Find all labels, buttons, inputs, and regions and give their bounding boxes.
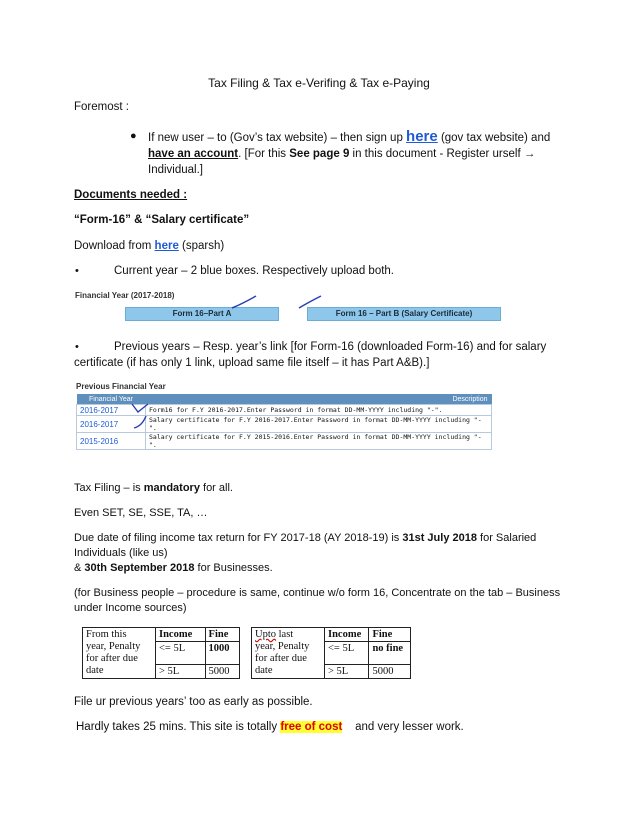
due-line3-pre: & bbox=[74, 562, 85, 574]
description-cell: Salary certificate for F.Y 2016-2017.Enter Password in format DD-MM-YYYY including "-". bbox=[146, 416, 492, 433]
sparsh-link[interactable]: here bbox=[154, 240, 179, 252]
due-date-line1 bbox=[74, 532, 536, 544]
col-header-income: Income bbox=[325, 628, 369, 642]
bullet-dot-icon: • bbox=[75, 265, 79, 277]
label-line: for after due bbox=[86, 653, 138, 664]
financial-year-label: Financial Year (2017-2018) bbox=[75, 291, 175, 300]
checkmark-icon bbox=[297, 294, 327, 312]
business-line1: (for Business people – procedure is same, continue w/o form 16, Concentrate on the tab – Business bbox=[74, 587, 561, 599]
penalty-table-last-year bbox=[251, 627, 411, 679]
see-page-9-text: See page 9 bbox=[289, 148, 350, 160]
bullet-dot-icon: ● bbox=[130, 130, 137, 142]
description-cell: Salary certificate for F.Y 2015-2016.Enter Password in format DD-MM-YYYY including "-". bbox=[146, 433, 492, 450]
label-line: for after due bbox=[255, 653, 307, 664]
checkmark-icon bbox=[230, 294, 260, 314]
bullet-new-user-line3: Individual.] bbox=[148, 164, 203, 176]
due-line1-pre: Due date of filing income tax return for FY 2017-18 (AY 2018-19) is bbox=[74, 532, 403, 544]
bullet-dot-icon: • bbox=[75, 341, 79, 353]
previous-years-line2: certificate (if has only 1 link, upload same file itself – it has Part A&B).] bbox=[74, 357, 430, 369]
year-link[interactable]: 2016-2017 bbox=[77, 416, 146, 433]
hardly-pre: Hardly takes 25 mins. This site is totally bbox=[76, 721, 281, 733]
previous-financial-year-title: Previous Financial Year bbox=[76, 382, 166, 391]
bullet-new-user-line2 bbox=[148, 148, 535, 160]
label-line: Upto bbox=[255, 629, 276, 640]
tax-filing-line bbox=[74, 482, 233, 494]
income-cell: > 5L bbox=[156, 665, 206, 679]
due-line1-post: for Salaried bbox=[476, 532, 537, 544]
bullet1-text-pre: If new user – to (Gov’s tax website) – then sign up bbox=[148, 132, 403, 144]
due-date-line3 bbox=[74, 562, 273, 574]
download-text-pre: Download from bbox=[74, 240, 152, 252]
label-line: year, Penalty bbox=[255, 641, 310, 652]
bullet1-text-post: (gov tax website) and bbox=[440, 132, 551, 144]
form16-part-b-button[interactable]: Form 16 – Part B (Salary Certificate) bbox=[307, 307, 501, 321]
hardly-post: and very lesser work. bbox=[342, 721, 464, 733]
fine-cell: 1000 bbox=[205, 642, 239, 665]
label-line: last bbox=[276, 629, 294, 640]
september-date-text: 30th September 2018 bbox=[84, 562, 195, 574]
fine-cell: 5000 bbox=[205, 665, 239, 679]
bullet1-line2-a: . [For this bbox=[238, 148, 290, 160]
fine-cell: 5000 bbox=[369, 665, 411, 679]
penalty-label bbox=[83, 628, 156, 679]
documents-needed-heading: Documents needed : bbox=[74, 189, 188, 201]
document-title: Tax Filing & Tax e-Verifing & Tax e-Paying bbox=[208, 76, 430, 90]
download-line bbox=[74, 240, 224, 252]
bullet1-line2-b: in this document - Register urself → bbox=[349, 148, 536, 160]
tax-filing-pre: Tax Filing – is bbox=[74, 482, 144, 494]
previous-years-line1: Previous years – Resp. year’s link [for Form-16 (downloaded Form-16) and for salary bbox=[114, 341, 547, 353]
due-date-line2: Individuals (like us) bbox=[74, 547, 168, 559]
bullet-new-user-line1 bbox=[148, 128, 550, 145]
label-line: date bbox=[86, 665, 104, 676]
due-line3-post: for Businesses. bbox=[194, 562, 273, 574]
description-cell: Form16 for F.Y 2016-2017.Enter Password in format DD-MM-YYYY including "-". bbox=[146, 405, 492, 416]
checkmark-icon bbox=[128, 402, 154, 438]
current-year-line: Current year – 2 blue boxes. Respectively upload both. bbox=[114, 265, 394, 277]
income-cell: <= 5L bbox=[325, 642, 369, 665]
download-text-post: (sparsh) bbox=[182, 240, 225, 252]
label-line: From this bbox=[86, 629, 127, 640]
fine-cell: no fine bbox=[369, 642, 411, 665]
even-line: Even SET, SE, SSE, TA, … bbox=[74, 507, 208, 519]
tax-filing-post: for all. bbox=[199, 482, 233, 494]
col-header-financial-year: Financial Year bbox=[77, 394, 146, 405]
label-line: date bbox=[255, 665, 273, 676]
year-link[interactable]: 2015-2016 bbox=[77, 433, 146, 450]
col-header-fine: Fine bbox=[205, 628, 239, 642]
file-previous-years-line: File ur previous years’ too as early as possible. bbox=[74, 696, 313, 708]
forms-heading: “Form-16” & “Salary certificate” bbox=[74, 214, 250, 226]
business-line2: under Income sources) bbox=[74, 602, 187, 614]
penalty-label bbox=[252, 628, 325, 679]
col-header-description: Description bbox=[146, 394, 492, 405]
free-of-cost-highlight: free of cost bbox=[280, 721, 343, 733]
have-account-text: have an account bbox=[148, 148, 239, 160]
form16-part-a-button[interactable]: Form 16–Part A bbox=[125, 307, 279, 321]
penalty-table-this-year bbox=[82, 627, 240, 679]
col-header-income: Income bbox=[156, 628, 206, 642]
gov-site-link[interactable]: here bbox=[406, 128, 438, 145]
income-cell: > 5L bbox=[325, 665, 369, 679]
mandatory-text: mandatory bbox=[143, 482, 200, 494]
hardly-line bbox=[76, 721, 464, 733]
year-link[interactable]: 2016-2017 bbox=[77, 405, 146, 416]
income-cell: <= 5L bbox=[156, 642, 206, 665]
label-line: year, Penalty bbox=[86, 641, 141, 652]
foremost-label: Foremost : bbox=[74, 101, 129, 113]
july-date-text: 31st July 2018 bbox=[402, 532, 477, 544]
col-header-fine: Fine bbox=[369, 628, 411, 642]
